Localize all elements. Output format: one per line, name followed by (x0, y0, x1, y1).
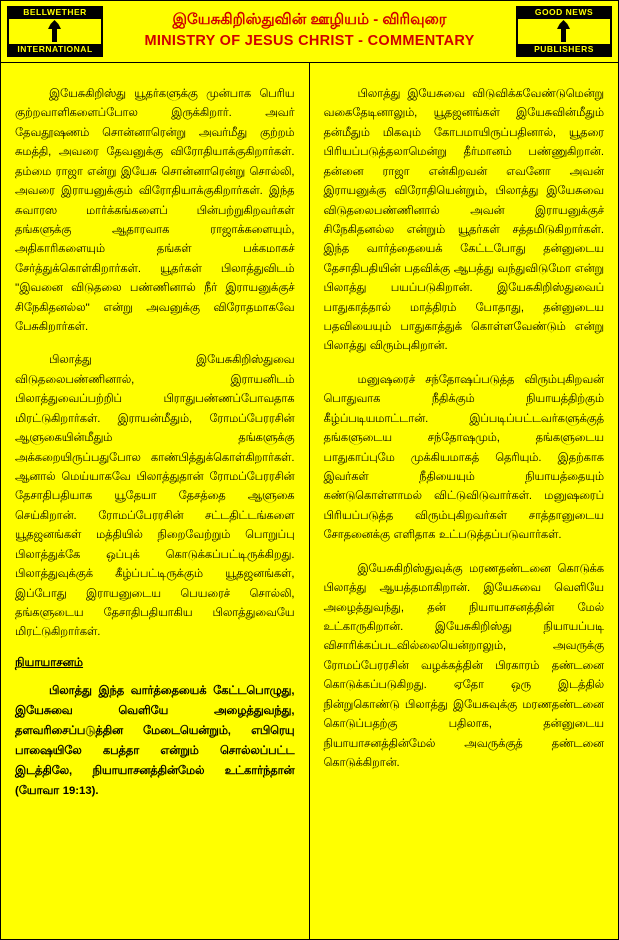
page-title-english: MINISTRY OF JESUS CHRIST - COMMENTARY (144, 32, 475, 49)
left-column (1, 63, 310, 939)
torch-icon-container (518, 19, 610, 43)
logo-line1: GOOD NEWS (518, 7, 610, 19)
paragraph: பிலாத்து இயேசுவை விடுவிக்கவேண்டுமென்று வகைதேடினாலும், யூதஜனங்கள் இயேசுவின்மீதும் தன்மீதும் மிகவும் கோபமாயிருப்பதினால், யூதரை பிரியப்படுத்தலாமென்று தீர்மானம் பண்ணுகிறான். தன்னை ராஜா என்கிறவன் எவனோ அவன் இராயனுக்கு விரோதியென்றும், பிலாத்து இயேசுவை விடுதலைபண்ணினால் அவன் இராயனுக்குச் சிநேகிதனல்ல என்றும் யூதர்கள் சத்தமிடுகிறார்கள். இந்த வார்த்தையைக் கேட்டபோது தன்னுடைய தேசாதிபதியின் பதவிக்கு ஆபத்து வந்துவிடுமோ என்று பிலாத்து பயப்படுகிறான். இயேசுகிறிஸ்துவைப் பாதுகாத்தால் மாத்திரம் போதாது, தன்னுடைய பதவியையும் பாதுகாத்துக் கொள்ளவேண்டும் என்று பிலாத்து விரும்புகிறான். (323, 88, 604, 353)
torch-icon (47, 20, 63, 42)
logo-line2: INTERNATIONAL (9, 44, 101, 56)
paragraph: இயேசுகிறிஸ்து யூதர்களுக்கு முன்பாக பெரிய குற்றவாளிகளைப்போல இருக்கிறார். அவர் தேவதூஷணம் சொன்னாரென்று அவர்மீது குற்றம் சுமத்தி, அவரை தேவனுக்கு விரோதியாக்குகிறார்கள். தம்மை ராஜா என்று இயேசு சொன்னாரென்று சொல்லி, அவரை இராயனுக்கும் விரோதியாக்குகிறார்கள். இந்த சுவாரஸ மார்க்கங்களைப் பின்பற்றுகிறவர்கள் தங்களுக்கு ஆதாரவாக ராஜாக்களையும், அதிகாரிகளையும் தங்கள் பக்கமாகச் சேர்த்துக்கொள்கிறார்கள். யூதர்கள் பிலாத்துவிடம் ''இவனை விடுதலை பண்ணினால் நீர் இராயனுக்குச் சிநேகிதனல்ல'' என்று அவனுக்கு விரோதமாகவே பேசுகிறார்கள். (15, 88, 295, 334)
right-column (310, 63, 619, 939)
paragraph: பிலாத்து இயேசுகிறிஸ்துவை விடுதலைபண்ணினால், இராயனிடம் பிலாத்துவைப்பற்றிப் பிராதுபண்ணப்போவதாக மிரட்டுகிறார்கள். இராயன்மீதும், ரோமப்பேரரசின் ஆளுகையின்மீதும் தங்களுக்கு அக்கறையிருப்பதுபோல காண்பித்துக்கொள்கிறார்கள். ஆனால் மெய்யாகவே பிலாத்துதான் ரோமப்பேரரசின் தேசாதிபதியாக யூதேயா தேசத்தை ஆளுகை செய்கிறான். ரோமப்பேரரசின் சட்டதிட்டங்களை யூதஜனங்கள் மத்தியில் நிறைவேற்றும் பொறுப்பு பிலாத்துக்கே ஒப்புக் கொடுக்கப்பட்டிருக்கிறது. பிலாத்துவுக்குக் கீழ்ப்பட்டிருக்கும் யூதஜனங்கள், இப்போது இராயனுடைய பெயரைச் சொல்லி, தங்களுடைய தேசாதிபதியாகிய பிலாத்துவையே மிரட்டுகிறார்கள். (15, 354, 295, 639)
paragraph: மனுஷரைச் சந்தோஷப்படுத்த விரும்புகிறவன் பொதுவாக நீதிக்கும் நியாயத்திற்கும் கீழ்ப்படியமாட்டான். இப்படிப்பட்டவர்களுக்குத் தங்களுடைய சந்தோஷமும், தங்களுடைய பாதுகாப்புமே முக்கியமாகத் தெரியும். இதற்காக இவர்கள் நீதியையும் நியாயத்தையும் கண்டுகொள்ளாமல் விட்டுவிடுவார்கள். மனுஷரைப் பிரியப்படுத்த விரும்புகிறவர்கள் சாத்தானுடைய சோதனைக்கு எளிதாக உட்படுத்தப்படுவார்கள். (323, 373, 604, 542)
bellwether-international-logo (7, 6, 103, 57)
logo-line1: BELLWETHER (9, 7, 101, 19)
scripture-quote: பிலாத்து இந்த வார்த்தையைக் கேட்டபொழுது, இயேசுவை வெளியே அழைத்துவந்து, தளவரிசைப்படுத்தின மேடையென்றும், எபிரெயு பாஷையிலே கபத்தா என்றும் சொல்லப்பட்ட இடத்திலே, நியாயாசனத்தின்மேல் உட்கார்ந்தான் (யோவா 19:13). (15, 684, 295, 798)
logo-line2: PUBLISHERS (518, 44, 610, 56)
good-news-publishers-logo (516, 6, 612, 57)
page-title-tamil: இயேசுகிறிஸ்துவின் ஊழியம் - விரிவுரை (172, 10, 447, 28)
paragraph: இயேசுகிறிஸ்துவுக்கு மரணதண்டனை கொடுக்க பிலாத்து ஆயத்தமாகிறான். இயேசுவை வெளியே அழைத்துவந்து, தன் நியாயாசனத்தின் மேல் உட்காருகிறான். இயேசுகிறிஸ்து நியாயப்படி விசாரிக்கப்படவில்லையென்றாலும், அவருக்கு ரோமப்பேரரசின் வழக்கத்தின் பிரகாரம் தண்டனை கொடுக்கப்படுகிறது. ஏதோ ஒரு இடத்தில் நின்றுகொண்டு பிலாத்து இயேசுவுக்கு மரணதண்டனை கொடுப்பதற்கு பதிலாக, தன்னுடைய நியாயாசனத்தின்மேல் அவருக்குத் தண்டனை கொடுக்கிறான். (323, 562, 604, 769)
torch-icon-container (9, 19, 101, 43)
torch-icon (556, 20, 572, 42)
page-header (1, 1, 618, 63)
page-body (1, 63, 618, 939)
page-title (107, 1, 512, 62)
section-heading: நியாயாசனம் (15, 656, 84, 669)
